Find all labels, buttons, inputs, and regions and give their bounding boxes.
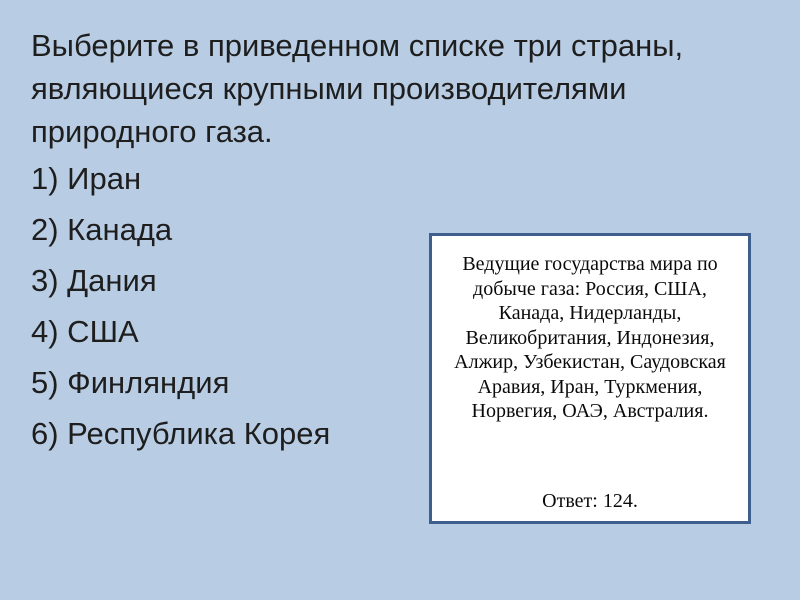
answer-box xyxy=(429,233,751,524)
answer-text: Ответ: 124. xyxy=(542,489,638,512)
question-text xyxy=(31,24,683,153)
question-line: Выберите в приведенном списке три страны, xyxy=(31,28,684,63)
answer-box-line: Великобритания, Индонезия, xyxy=(465,326,715,349)
answer-box-line: Аравия, Иран, Туркмения, xyxy=(477,375,703,398)
answer-box-body xyxy=(432,236,748,424)
option-1-iran: 1) Иран xyxy=(31,161,142,196)
question-line: являющиеся крупными производителями xyxy=(31,71,627,106)
option-4-usa: 4) США xyxy=(31,314,139,349)
option-5-finland: 5) Финляндия xyxy=(31,365,230,400)
option-3-denmark: 3) Дания xyxy=(31,263,157,298)
answer-box-line: добыче газа: Россия, США, xyxy=(473,277,707,300)
options-list xyxy=(31,157,330,463)
option-2-canada: 2) Канада xyxy=(31,212,173,247)
answer-box-line: Ведущие государства мира по xyxy=(462,253,718,275)
answer-box-line: Алжир, Узбекистан, Саудовская xyxy=(454,351,726,373)
question-line: природного газа. xyxy=(31,114,273,149)
answer-box-line: Канада, Нидерланды, xyxy=(498,302,682,324)
option-6-korea: 6) Республика Корея xyxy=(31,416,331,451)
answer-box-line: Норвегия, ОАЭ, Австралия. xyxy=(471,400,709,422)
